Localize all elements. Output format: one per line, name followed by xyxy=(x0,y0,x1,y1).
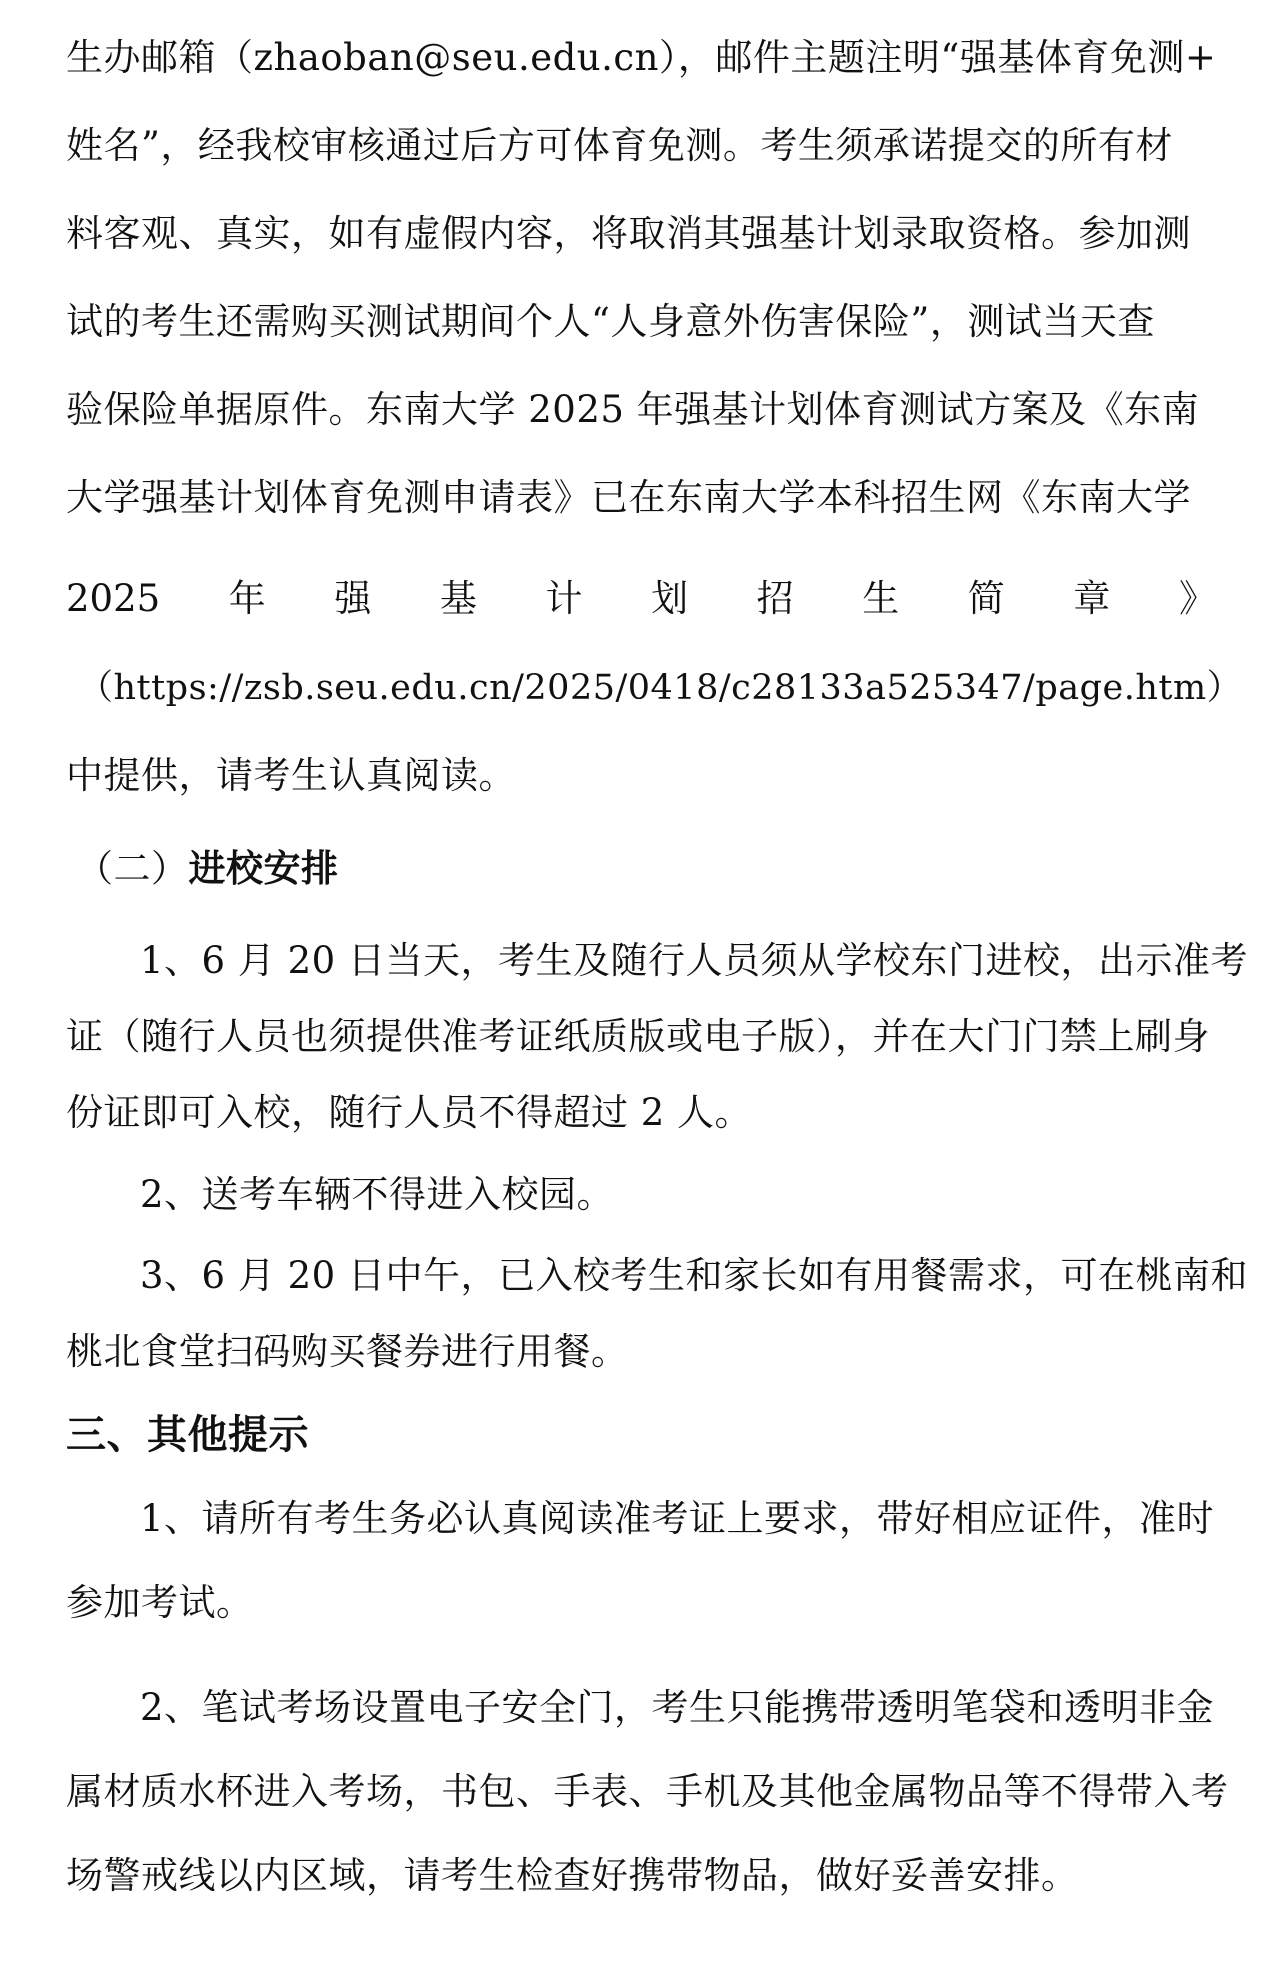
section-heading-other: 三、其他提示 xyxy=(66,1412,309,1458)
list-item-line: 参加考试。 xyxy=(66,1581,254,1624)
spread-word: 基 xyxy=(439,577,477,620)
spread-word: 生 xyxy=(862,577,900,620)
list-item-line: 属材质水杯进入考场，书包、手表、手机及其他金属物品等不得带入考 xyxy=(66,1770,1229,1813)
spread-word: 章 xyxy=(1073,577,1111,620)
section-heading-entry xyxy=(76,845,1226,893)
section-heading-title: 进校安排 xyxy=(188,847,339,890)
list-item-line: 桃北食堂扫码购买餐券进行用餐。 xyxy=(66,1330,629,1373)
list-item-line: 1、请所有考生务必认真阅读准考证上要求，带好相应证件，准时 xyxy=(140,1497,1215,1540)
justified-title-line xyxy=(66,575,1216,623)
list-item-line: 份证即可入校，随行人员不得超过 2 人。 xyxy=(66,1091,753,1134)
paragraph-line: 大学强基计划体育免测申请表》已在东南大学本科招生网《东南大学 xyxy=(66,476,1191,519)
spread-word: 计 xyxy=(545,577,583,620)
section-heading-prefix: （二） xyxy=(76,847,189,890)
spread-word: 强 xyxy=(334,577,372,620)
url-line: （https://zsb.seu.edu.cn/2025/0418/c28133a525347/page.htm） xyxy=(78,668,1243,708)
spread-word: 划 xyxy=(651,577,689,620)
paragraph-line: 料客观、真实，如有虚假内容，将取消其强基计划录取资格。参加测 xyxy=(66,212,1191,255)
paragraph-line: 姓名”，经我校审核通过后方可体育免测。考生须承诺提交的所有材 xyxy=(66,124,1173,167)
list-item-line: 3、6 月 20 日中午，已入校考生和家长如有用餐需求，可在桃南和 xyxy=(140,1254,1248,1297)
paragraph-line: 生办邮箱（zhaoban@seu.edu.cn），邮件主题注明“强基体育免测+ xyxy=(66,36,1217,79)
paragraph-line: 试的考生还需购买测试期间个人“人身意外伤害保险”，测试当天查 xyxy=(66,300,1155,343)
spread-word: 年 xyxy=(228,577,266,620)
spread-word: 简 xyxy=(967,577,1005,620)
paragraph-line: 验保险单据原件。东南大学 2025 年强基计划体育测试方案及《东南 xyxy=(66,388,1200,431)
list-item-line: 2、笔试考场设置电子安全门，考生只能携带透明笔袋和透明非金 xyxy=(140,1686,1215,1729)
paragraph-line: 中提供，请考生认真阅读。 xyxy=(66,754,516,797)
list-item-line: 场警戒线以内区域，请考生检查好携带物品，做好妥善安排。 xyxy=(66,1854,1079,1897)
spread-word: 2025 xyxy=(66,577,161,620)
list-item-line: 1、6 月 20 日当天，考生及随行人员须从学校东门进校，出示准考 xyxy=(140,939,1248,982)
spread-word: 招 xyxy=(756,577,794,620)
spread-word: 》 xyxy=(1178,577,1216,620)
list-item-line: 证（随行人员也须提供准考证纸质版或电子版），并在大门门禁上刷身 xyxy=(66,1015,1210,1058)
list-item-line: 2、送考车辆不得进入校园。 xyxy=(140,1173,615,1216)
